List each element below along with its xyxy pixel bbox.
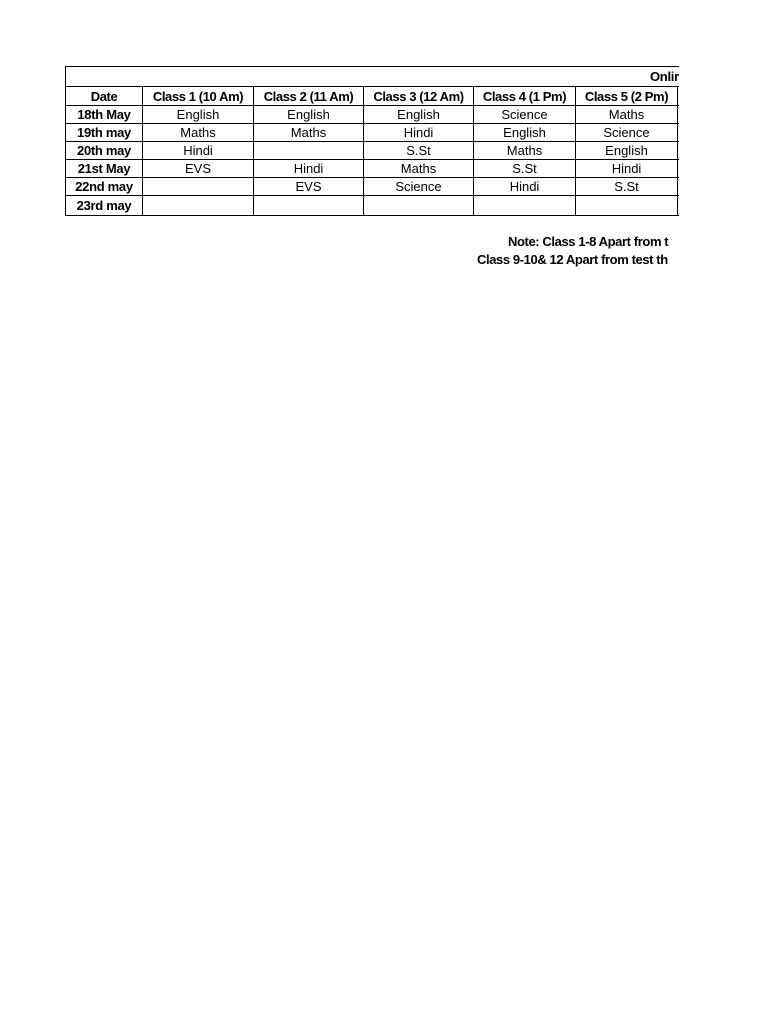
subject-cell (678, 178, 680, 196)
header-class-5: Class 5 (2 Pm) (576, 87, 678, 106)
table-row (66, 124, 680, 142)
header-class-1: Class 1 (10 Am) (143, 87, 254, 106)
subject-cell (474, 196, 576, 216)
subject-cell (143, 196, 254, 216)
table-row (66, 142, 680, 160)
subject-cell: English (364, 106, 474, 124)
schedule-title (66, 67, 680, 87)
table-row (66, 160, 680, 178)
subject-cell (678, 160, 680, 178)
date-cell: 20th may (66, 142, 143, 160)
subject-cell: English (474, 124, 576, 142)
subject-cell: Maths (364, 160, 474, 178)
date-cell: 18th May (66, 106, 143, 124)
schedule-title-text: Onlir (650, 69, 679, 84)
subject-cell: Science (474, 106, 576, 124)
date-cell: 23rd may (66, 196, 143, 216)
header-date: Date (66, 87, 143, 106)
subject-cell: Maths (143, 124, 254, 142)
header-class-2: Class 2 (11 Am) (254, 87, 364, 106)
subject-cell: Hindi (254, 160, 364, 178)
subject-cell (678, 142, 680, 160)
subject-cell: Hindi (364, 124, 474, 142)
table-row (66, 178, 680, 196)
title-row (66, 67, 680, 87)
date-cell: 19th may (66, 124, 143, 142)
header-class-3: Class 3 (12 Am) (364, 87, 474, 106)
subject-cell (576, 196, 678, 216)
subject-cell: S.St (576, 178, 678, 196)
subject-cell: Maths (576, 106, 678, 124)
header-class-4: Class 4 (1 Pm) (474, 87, 576, 106)
subject-cell: Science (576, 124, 678, 142)
subject-cell (143, 178, 254, 196)
subject-cell: Hindi (474, 178, 576, 196)
subject-cell: S.St (364, 142, 474, 160)
subject-cell (678, 106, 680, 124)
subject-cell: EVS (143, 160, 254, 178)
subject-cell: Hindi (143, 142, 254, 160)
note-line-1: Note: Class 1-8 Apart from t (508, 234, 669, 249)
date-cell: 22nd may (66, 178, 143, 196)
header-class-6 (678, 87, 680, 106)
subject-cell: English (143, 106, 254, 124)
date-cell: 21st May (66, 160, 143, 178)
subject-cell (678, 196, 680, 216)
schedule-table (65, 66, 679, 216)
table-row (66, 106, 680, 124)
subject-cell: English (576, 142, 678, 160)
subject-cell (678, 124, 680, 142)
subject-cell: Hindi (576, 160, 678, 178)
header-row (66, 87, 680, 106)
subject-cell (364, 196, 474, 216)
subject-cell: Maths (254, 124, 364, 142)
subject-cell: Science (364, 178, 474, 196)
table-row (66, 196, 680, 216)
subject-cell: EVS (254, 178, 364, 196)
subject-cell: English (254, 106, 364, 124)
subject-cell (254, 142, 364, 160)
subject-cell (254, 196, 364, 216)
subject-cell: Maths (474, 142, 576, 160)
note-line-2: Class 9-10& 12 Apart from test th (477, 252, 668, 267)
subject-cell: S.St (474, 160, 576, 178)
